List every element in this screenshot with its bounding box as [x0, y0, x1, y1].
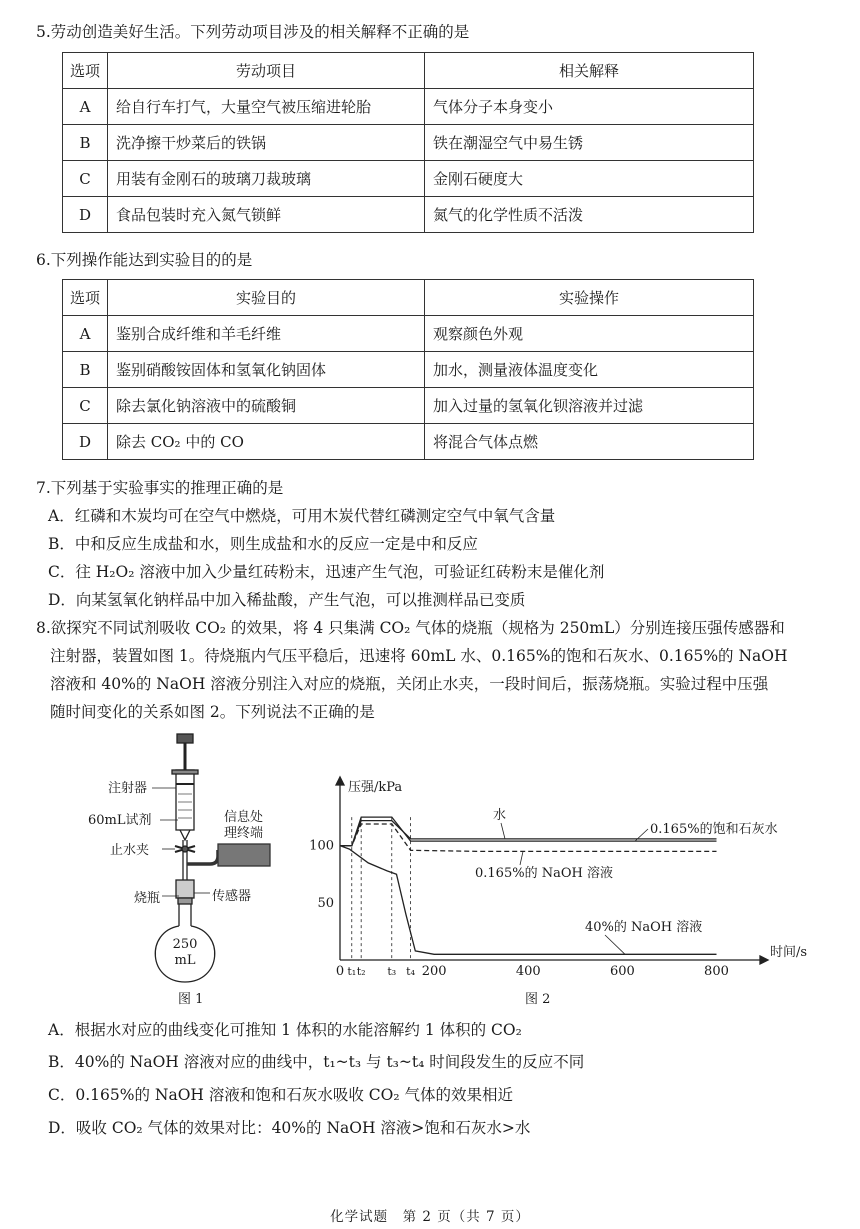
- label-terminal-line1: 信息处: [224, 810, 264, 825]
- option-cell: C: [63, 161, 108, 197]
- q8-stem-line: 注射器，装置如图 1。待烧瓶内气压平稳后，迅速将 60mL 水、0.165%的饱和石灰水、0.165%的 NaOH: [50, 647, 788, 665]
- table-cell: 鉴别硝酸铵固体和氢氧化钠固体: [108, 352, 425, 388]
- syringe-flange: [172, 770, 198, 774]
- table-row: [63, 161, 754, 197]
- header-cell: 实验操作: [425, 280, 754, 316]
- x-tick-label: t₂: [356, 965, 366, 978]
- table-cell: 鉴别合成纤维和羊毛纤维: [108, 316, 425, 352]
- q8-option-a: A．根据水对应的曲线变化可推知 1 体积的水能溶解约 1 体积的 CO₂: [48, 1021, 522, 1039]
- label-flask-volume-number: 250: [172, 937, 198, 952]
- series-label-naoh-dilute: 0.165%的 NaOH 溶液: [475, 866, 613, 881]
- x-tick-label: 0: [335, 964, 345, 979]
- x-tick-label: t₄: [406, 965, 416, 978]
- q7-stem: 7.下列基于实验事实的推理正确的是: [36, 479, 284, 497]
- q8-option-d: D．吸收 CO₂ 气体的效果对比：40%的 NaOH 溶液>饱和石灰水>水: [48, 1119, 531, 1137]
- label-flask-volume-unit: mL: [174, 953, 196, 968]
- y-axis-label: 压强/kPa: [348, 780, 403, 795]
- option-cell: A: [63, 89, 108, 125]
- q5-table: [62, 52, 754, 233]
- x-tick-label: t₁: [347, 965, 357, 978]
- table-row: [63, 388, 754, 424]
- plunger-handle: [177, 734, 193, 743]
- option-cell: B: [63, 125, 108, 161]
- x-tick-label: t₃: [387, 965, 397, 978]
- table-header-row: [63, 53, 754, 89]
- y-axis-arrow: [336, 777, 344, 785]
- x-axis-label: 时间/s: [770, 945, 808, 960]
- table-cell: 加水，测量液体温度变化: [425, 352, 754, 388]
- x-tick-label: 600: [609, 964, 635, 979]
- label-terminal-line2: 理终端: [224, 826, 264, 841]
- header-cell: 选项: [63, 53, 108, 89]
- x-tick-label: 800: [704, 964, 729, 979]
- header-cell: 相关解释: [425, 53, 754, 89]
- label-clamp: 止水夹: [110, 843, 150, 858]
- figure-2-chart: [305, 775, 808, 980]
- series-label-water-leader: [501, 823, 505, 839]
- label-syringe: 注射器: [108, 781, 148, 796]
- table-cell: 金刚石硬度大: [425, 161, 754, 197]
- table-cell: 加入过量的氢氧化钡溶液并过滤: [425, 388, 754, 424]
- x-tick-label: 400: [515, 964, 541, 979]
- q6-stem: 6.下列操作能达到实验目的的是: [36, 251, 253, 269]
- table-cell: 洗净擦干炒菜后的铁锅: [108, 125, 425, 161]
- q7-option-d: D．向某氢氧化钠样品中加入稀盐酸，产生气泡，可以推测样品已变质: [48, 591, 526, 609]
- q7-option-c: C．往 H₂O₂ 溶液中加入少量红砖粉末，迅速产生气泡，可验证红砖粉末是催化剂: [48, 563, 605, 581]
- q8-stem-line: 8.欲探究不同试剂吸收 CO₂ 的效果，将 4 只集满 CO₂ 气体的烧瓶（规格为 250mL）分别连接压强传感器和: [36, 619, 785, 637]
- x-axis-arrow: [760, 956, 768, 964]
- option-cell: C: [63, 388, 108, 424]
- series-label-naoh-40: 40%的 NaOH 溶液: [585, 920, 703, 935]
- series-label-naoh-dilute-leader: [520, 851, 523, 865]
- table-cell: 除去 CO₂ 中的 CO: [108, 424, 425, 460]
- table-cell: 观察颜色外观: [425, 316, 754, 352]
- option-cell: D: [63, 197, 108, 233]
- series-label-naoh-40-leader: [605, 935, 625, 954]
- table-cell: 铁在潮湿空气中易生锈: [425, 125, 754, 161]
- table-cell: 用装有金刚石的玻璃刀裁玻璃: [108, 161, 425, 197]
- series-label-limewater: 0.165%的饱和石灰水: [650, 822, 778, 837]
- table-cell: 氮气的化学性质不活泼: [425, 197, 754, 233]
- q8-stem-line: 随时间变化的关系如图 2。下列说法不正确的是: [50, 703, 375, 721]
- syringe-barrel: [176, 770, 194, 830]
- table-row: [63, 424, 754, 460]
- info-terminal-box: [218, 844, 270, 866]
- table-cell: 食品包装时充入氮气锁鲜: [108, 197, 425, 233]
- table-row: [63, 125, 754, 161]
- q7-option-b: B．中和反应生成盐和水，则生成盐和水的反应一定是中和反应: [48, 535, 478, 553]
- table-row: [63, 197, 754, 233]
- table-row: [63, 316, 754, 352]
- table-cell: 给自行车打气，大量空气被压缩进轮胎: [108, 89, 425, 125]
- figure-2-caption: 图 2: [525, 992, 551, 1007]
- q8-option-b: B．40%的 NaOH 溶液对应的曲线中，t₁~t₃ 与 t₃~t₄ 时间段发生的反应不同: [48, 1053, 585, 1071]
- table-row: [63, 89, 754, 125]
- x-tick-label: 200: [421, 964, 447, 979]
- figure-1-apparatus: [60, 728, 300, 1018]
- q8-stem-line: 溶液和 40%的 NaOH 溶液分别注入对应的烧瓶，关闭止水夹，一段时间后，振荡烧瓶。实验过程中压强: [50, 675, 769, 693]
- figure-1-caption: 图 1: [178, 992, 204, 1007]
- option-cell: B: [63, 352, 108, 388]
- y-tick-label: 100: [309, 838, 334, 854]
- q8-option-c: C．0.165%的 NaOH 溶液和饱和石灰水吸收 CO₂ 气体的效果相近: [48, 1086, 513, 1104]
- option-cell: D: [63, 424, 108, 460]
- option-cell: A: [63, 316, 108, 352]
- q8-stem: [36, 614, 826, 726]
- series-line-4: [340, 846, 717, 955]
- header-cell: 选项: [63, 280, 108, 316]
- pressure-sensor: [176, 880, 194, 898]
- series-label-water: 水: [493, 808, 507, 823]
- label-flask: 烧瓶: [134, 891, 161, 906]
- q5-stem: 5.劳动创造美好生活。下列劳动项目涉及的相关解释不正确的是: [36, 23, 470, 41]
- header-cell: 劳动项目: [108, 53, 425, 89]
- table-cell: 将混合气体点燃: [425, 424, 754, 460]
- table-cell: 气体分子本身变小: [425, 89, 754, 125]
- header-cell: 实验目的: [108, 280, 425, 316]
- table-cell: 除去氯化钠溶液中的硫酸铜: [108, 388, 425, 424]
- table-row: [63, 352, 754, 388]
- label-reagent: 60mL试剂: [88, 813, 152, 828]
- q6-table: [62, 279, 754, 460]
- table-header-row: [63, 280, 754, 316]
- y-tick-label: 50: [317, 895, 334, 911]
- label-sensor: 传感器: [212, 889, 252, 904]
- q7-option-a: A．红磷和木炭均可在空气中燃烧，可用木炭代替红磷测定空气中氧气含量: [48, 507, 556, 525]
- page-footer: 化学试题 第 2 页（共 7 页）: [330, 1209, 530, 1225]
